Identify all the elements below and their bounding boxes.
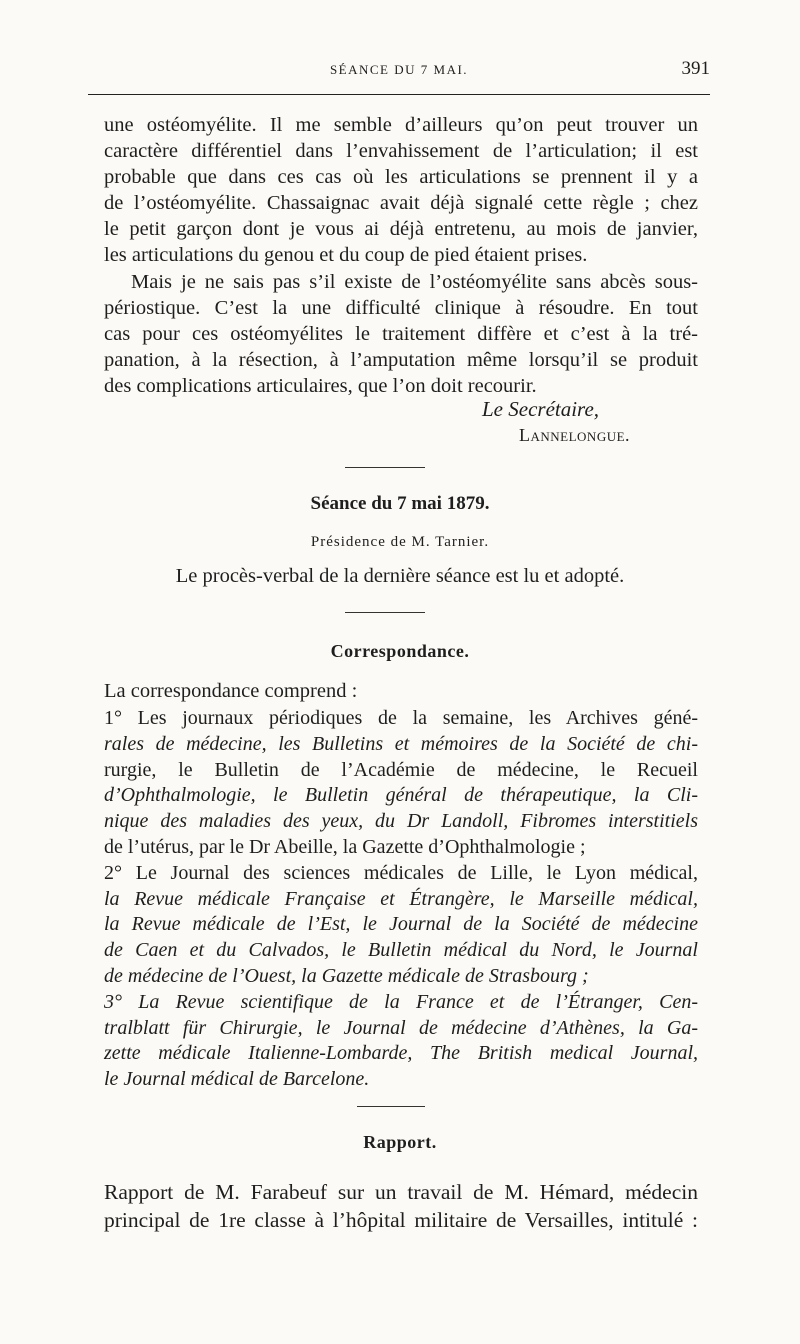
text-line: zette médicale Italienne-Lombarde, The British medical Journal,	[104, 1042, 698, 1065]
text-line: 1° Les journaux périodiques de la semaine, les Archives géné-	[104, 707, 698, 729]
text-line: principal de 1re classe à l’hôpital militaire de Versailles, intitulé :	[104, 1208, 698, 1232]
text-line: 3° La Revue scientifique de la France et de l’Étranger, Cen-	[104, 990, 698, 1013]
section-rule	[357, 1106, 425, 1107]
text-line: des complications articulaires, que l’on doit recourir.	[104, 374, 537, 397]
text-line: rales de médecine, les Bulletins et mémoires de la Société de chi-	[104, 732, 698, 755]
session-presidency: Présidence de M. Tarnier.	[310, 534, 490, 550]
session-minutes: Le procès-verbal de la dernière séance est lu et adopté.	[175, 565, 625, 587]
text-line: nique des maladies des yeux, du Dr Landoll, Fibromes interstitiels	[104, 810, 698, 833]
text-line: le petit garçon dont je vous ai déjà entretenu, au mois de janvier,	[104, 218, 698, 241]
correspondance-list	[104, 706, 698, 1093]
section-rule	[345, 612, 425, 613]
signature-name: Lannelongue.	[519, 425, 631, 445]
text-line: rurgie, le Bulletin de l’Académie de médecine, le Recueil	[104, 758, 698, 781]
rapport-text	[104, 1178, 698, 1234]
text-line: cas pour ces ostéomyélites le traitement diffère et c’est à la tré-	[104, 322, 698, 345]
text-line: 2° Le Journal des sciences médicales de Lille, le Lyon médical,	[104, 861, 698, 884]
text-line: une ostéomyélite. Il me semble d’ailleurs qu’on peut trouver un	[104, 114, 698, 136]
text-line: de médecine de l’Ouest, la Gazette médicale de Strasbourg ;	[104, 964, 589, 987]
text-line: le Journal médical de Barcelone.	[104, 1068, 370, 1091]
header-rule	[88, 94, 710, 95]
signature-role: Le Secrétaire,	[482, 397, 600, 421]
text-line: caractère différentiel dans l’envahissement de l’articulation; il est	[104, 140, 698, 163]
text-line: de Caen et du Calvados, le Bulletin médical du Nord, le Journal	[104, 939, 698, 962]
correspondance-intro-block	[104, 678, 698, 704]
rapport-heading: Rapport.	[363, 1132, 437, 1152]
text-line: la Revue médicale Française et Étrangère, le Marseille médical,	[104, 887, 698, 910]
section-rule	[345, 467, 425, 468]
text-line: les articulations du genou et du coup de pied étaient prises.	[104, 244, 588, 267]
text-line: de l’ostéomyélite. Chassaignac avait déjà signalé cette règle ; chez	[104, 192, 698, 215]
text-line: Rapport de M. Farabeuf sur un travail de M. Hémard, médecin	[104, 1180, 698, 1204]
session-title: Séance du 7 mai 1879.	[310, 493, 490, 514]
page-number: 391	[681, 58, 710, 79]
text-line: probable que dans ces cas où les articulations se prennent il y a	[104, 166, 698, 189]
text-line: tralblatt für Chirurgie, le Journal de médecine d’Athènes, la Ga-	[104, 1016, 698, 1039]
text-line: de l’utérus, par le Dr Abeille, la Gazette d’Ophthalmologie ;	[104, 835, 586, 858]
text-line: d’Ophthalmologie, le Bulletin général de thérapeutique, la Cli-	[104, 784, 698, 807]
text-line: Mais je ne sais pas s’il existe de l’ostéomyélite sans abcès sous-	[104, 270, 698, 293]
text-line: panation, à la résection, à l’amputation même lorsqu’il se produit	[104, 348, 698, 371]
text-line: périostique. C’est la une difficulté clinique à résoudre. En tout	[104, 296, 698, 319]
intro-text	[104, 112, 698, 399]
running-head: SÉANCE DU 7 MAI.	[329, 62, 469, 77]
page-header	[88, 56, 710, 88]
text-line: la Revue médicale de l’Est, le Journal de la Société de médecine	[104, 913, 698, 936]
correspondance-heading: Correspondance.	[330, 641, 470, 661]
correspondance-intro: La correspondance comprend :	[104, 680, 358, 702]
